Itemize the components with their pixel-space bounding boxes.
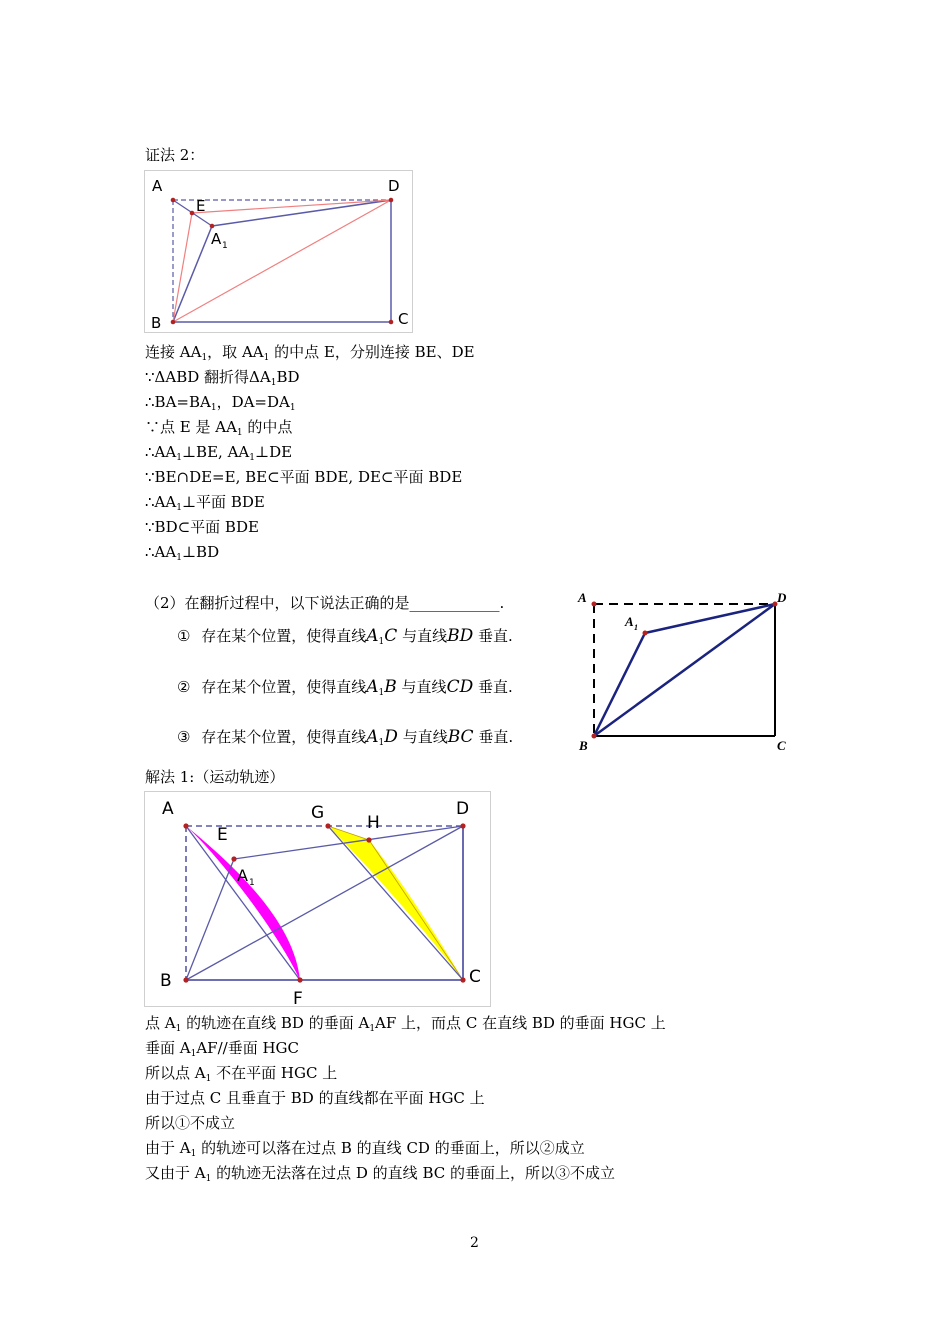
subscript: 1 <box>263 353 270 363</box>
option-3-num: ③ <box>177 728 191 746</box>
option-1-post: 垂直. <box>477 627 513 645</box>
solution1-step-line <box>145 1163 615 1189</box>
text-run: ∵ΔABD 翻折得ΔA <box>145 368 271 386</box>
fig1-label-b: B <box>151 314 162 332</box>
fig1-label-c: C <box>398 310 409 328</box>
fig2-label-a1-sub: 1 <box>634 623 638 632</box>
text-run: 又由于 A <box>145 1164 206 1182</box>
subscript: 1 <box>201 353 208 363</box>
proof2-step-line <box>145 442 292 468</box>
fig3-label-f: F <box>293 989 303 1006</box>
fig3-label-a1: A <box>237 866 248 885</box>
solution1-heading: 解法 1:（运动轨迹） <box>145 768 285 786</box>
fig3-label-h: H <box>367 813 380 833</box>
subscript: 1 <box>205 1074 212 1084</box>
text-run: ⊥BD <box>181 543 220 561</box>
proof2-step-line <box>145 492 265 518</box>
option-3-v1: A <box>366 727 379 747</box>
subscript: 1 <box>190 1049 197 1059</box>
fig1-label-a: A <box>152 177 163 195</box>
option-3-v1-sub: 1 <box>378 738 385 748</box>
option-2-v3: CD <box>446 677 474 697</box>
subscript: 1 <box>289 403 296 413</box>
subscript: 1 <box>176 503 182 513</box>
subscript: 1 <box>190 1149 197 1159</box>
text-run: ∴AA <box>145 443 177 461</box>
solution1-step-line <box>145 1063 337 1089</box>
fig3-label-b: B <box>160 971 172 991</box>
fig2-label-a1: A <box>625 614 634 629</box>
solution1-step-line <box>145 1113 235 1133</box>
text-run: 的中点 <box>242 418 293 436</box>
text-run: ，DA=DA <box>216 393 290 411</box>
text-run: AF 上，而点 C 在直线 BD 的垂面 HGC 上 <box>375 1014 666 1032</box>
text-run: 的中点 E，分别连接 BE、DE <box>269 343 475 361</box>
solution1-step-line <box>145 1013 666 1039</box>
solution1-step-line <box>145 1138 585 1164</box>
option-1 <box>177 625 513 647</box>
question2-stem: （2）在翻折过程中，以下说法正确的是____________. <box>145 594 505 612</box>
option-2-v2: B <box>384 677 397 697</box>
option-2 <box>177 676 513 698</box>
text-run: 由于 A <box>145 1139 191 1157</box>
fig3-label-e: E <box>217 825 228 845</box>
proof2-step-line <box>145 417 292 443</box>
page-number: 2 <box>470 1235 479 1251</box>
text-run: 的轨迹可以落在过点 B 的直线 CD 的垂面上，所以②成立 <box>196 1139 585 1157</box>
option-3-mid: 与直线 <box>402 728 448 746</box>
fig1-label-d: D <box>388 177 400 195</box>
question2-figure <box>575 588 800 758</box>
fig3-label-g: G <box>311 803 325 823</box>
option-3-pre: 存在某个位置，使得直线 <box>201 728 367 746</box>
fig2-label-c: C <box>777 738 786 753</box>
proof2-step-line <box>145 367 300 393</box>
text-run: 所以点 A <box>145 1064 206 1082</box>
option-2-v1-sub: 1 <box>378 688 385 698</box>
text-run: ∵点 E 是 AA <box>145 418 237 436</box>
text-run: 不在平面 HGC 上 <box>211 1064 338 1082</box>
proof2-heading: 证法 2： <box>145 146 205 164</box>
option-1-num: ① <box>177 627 191 645</box>
subscript: 1 <box>176 553 182 563</box>
proof2-figure <box>144 170 413 333</box>
option-1-pre: 存在某个位置，使得直线 <box>201 627 367 645</box>
option-3-v3: BC <box>447 727 474 747</box>
text-run: 连接 AA <box>145 343 202 361</box>
subscript: 1 <box>176 453 182 463</box>
option-1-mid: 与直线 <box>402 627 448 645</box>
option-1-v2: C <box>384 626 398 646</box>
option-2-num: ② <box>177 678 191 696</box>
text-run: 由于过点 C 且垂直于 BD 的直线都在平面 HGC 上 <box>145 1089 485 1107</box>
subscript: 1 <box>236 428 243 438</box>
text-run: 所以①不成立 <box>145 1114 236 1132</box>
solution1-figure <box>144 791 491 1007</box>
text-run: ∵BD⊂平面 BDE <box>145 518 259 536</box>
text-run: ∴AA <box>145 493 177 511</box>
fig3-label-d: D <box>456 799 470 819</box>
subscript: 1 <box>210 403 217 413</box>
subscript: 1 <box>205 1174 212 1184</box>
fig1-label-a1: A <box>211 230 222 248</box>
fig2-label-d: D <box>777 590 787 605</box>
text-run: ，取 AA <box>207 343 264 361</box>
option-1-v3: BD <box>447 626 474 646</box>
option-3-v2: D <box>384 727 398 747</box>
fig2-label-b: B <box>579 738 588 753</box>
fig3-label-c: C <box>469 967 481 987</box>
fig3-label-a1-sub: 1 <box>249 878 255 888</box>
proof2-step-line <box>145 542 219 568</box>
proof2-step-line <box>145 342 475 368</box>
option-2-v1: A <box>366 677 379 697</box>
text-run: 的轨迹在直线 BD 的垂面 A <box>181 1014 370 1032</box>
fig1-label-e: E <box>196 197 206 215</box>
proof2-step-line <box>145 467 462 487</box>
text-run: AF//垂面 HGC <box>196 1039 300 1057</box>
option-1-v1-sub: 1 <box>378 637 385 647</box>
subscript: 1 <box>369 1024 376 1034</box>
fig3-label-a: A <box>162 799 174 819</box>
option-2-pre: 存在某个位置，使得直线 <box>201 678 367 696</box>
text-run: ∴BA=BA <box>145 393 211 411</box>
subscript: 1 <box>175 1024 182 1034</box>
text-run: BD <box>276 368 300 386</box>
fig2-label-a: A <box>578 590 587 605</box>
text-run: ∵BE∩DE=E, BE⊂平面 BDE, DE⊂平面 BDE <box>145 468 463 486</box>
text-run: 的轨迹无法落在过点 D 的直线 BC 的垂面上，所以③不成立 <box>211 1164 615 1182</box>
proof2-step-line <box>145 392 296 418</box>
text-run: ∴AA <box>145 543 177 561</box>
option-1-v1: A <box>366 626 379 646</box>
text-run: ⊥平面 BDE <box>181 493 265 511</box>
solution1-step-line <box>145 1038 299 1064</box>
subscript: 1 <box>249 453 255 463</box>
text-run: ⊥BE, AA <box>181 443 250 461</box>
option-2-post: 垂直. <box>477 678 513 696</box>
option-2-mid: 与直线 <box>401 678 447 696</box>
subscript: 1 <box>270 378 277 388</box>
fig1-label-a1-sub: 1 <box>222 241 228 251</box>
option-3-post: 垂直. <box>478 728 514 746</box>
solution1-step-line <box>145 1088 485 1108</box>
text-run: ⊥DE <box>254 443 293 461</box>
proof2-step-line <box>145 517 259 537</box>
text-run: 垂面 A <box>145 1039 191 1057</box>
text-run: 点 A <box>145 1014 176 1032</box>
option-3 <box>177 726 513 748</box>
